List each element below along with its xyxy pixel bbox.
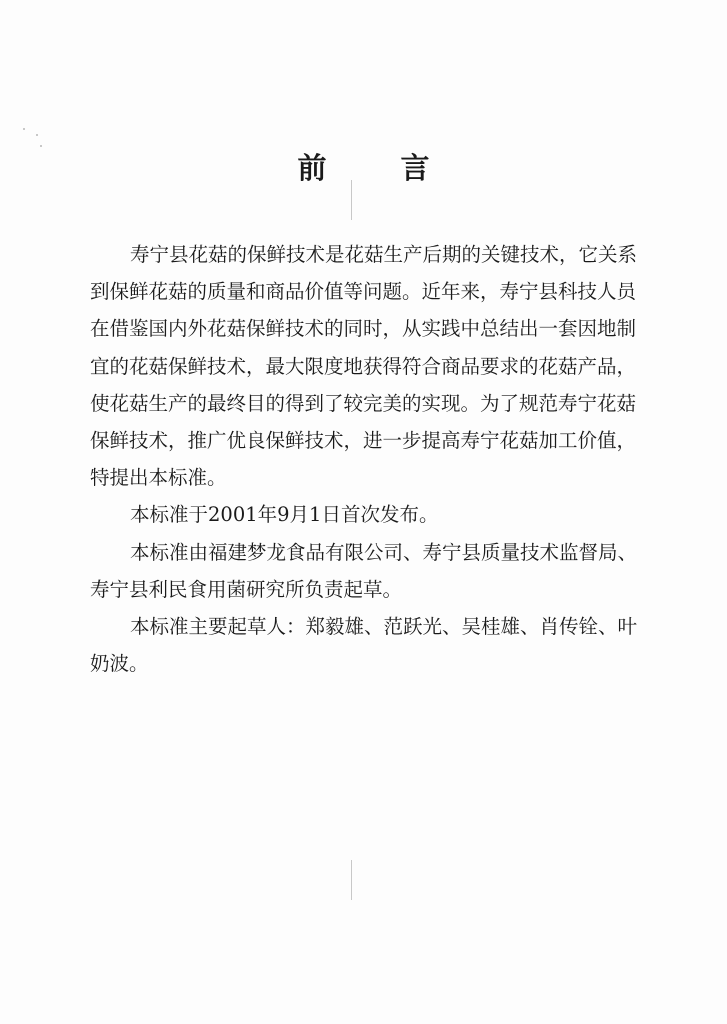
text-line: 奶波。 [90,652,149,676]
text-line: 本标准主要起草人：郑毅雄、范跃光、吴桂雄、肖传铨、叶 [130,614,638,638]
page-title: 前 言 [297,151,462,185]
scan-speck [23,128,25,130]
preface-body [90,236,650,682]
text-line: 使花菇生产的最终目的得到了较完美的实现。为了规范寿宁花菇 [90,391,637,415]
text-line: 在借鉴国内外花菇保鲜技术的同时，从实践中总结出一套因地制 [90,317,637,341]
text-line: 本标准由福建梦龙食品有限公司、寿宁县质量技术监督局、 [130,540,638,564]
text-line: 寿宁县利民食用菌研究所负责起草。 [90,577,403,601]
text-line: 寿宁县花菇的保鲜技术是花菇生产后期的关键技术，它关系 [130,243,638,266]
text-line: 到保鲜花菇的质量和商品价值等问题。近年来，寿宁县科技人员 [90,280,637,304]
text-line: 本标准于2001年9月1日首次发布。 [130,503,439,527]
text-line: 特提出本标准。 [90,466,227,490]
text-line: 宜的花菇保鲜技术，最大限度地获得符合商品要求的花菇产品， [90,354,637,378]
scan-crease-mark [351,860,352,900]
text-line: 保鲜技术，推广优良保鲜技术，进一步提高寿宁花菇加工价值， [90,428,637,452]
scan-speck [36,134,38,136]
